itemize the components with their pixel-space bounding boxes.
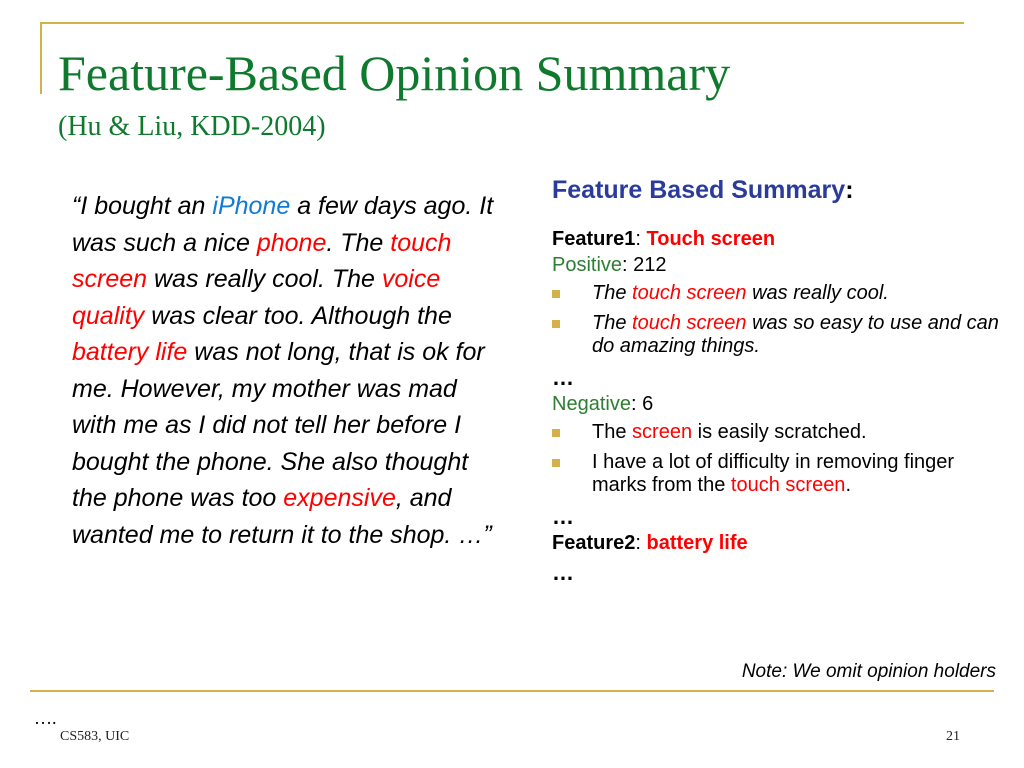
review-quote — [72, 188, 502, 553]
sentence-text: The — [592, 421, 633, 443]
quote-feature-battery-life: battery life — [72, 338, 188, 366]
sentence-feature: touch screen — [730, 474, 846, 496]
sentence-text: was really cool. — [746, 282, 889, 304]
list-item — [552, 312, 1002, 358]
positive-label: Positive — [552, 254, 623, 276]
top-rule — [40, 22, 964, 24]
quote-feature-phone: phone — [256, 228, 327, 257]
bullet-square-icon — [552, 320, 560, 328]
bullet-square-icon — [552, 429, 560, 437]
sentence-text: The — [592, 312, 633, 334]
quote-segment: was clear too. Although the — [144, 301, 452, 330]
slide-title: Feature-Based Opinion Summary — [58, 45, 731, 101]
negative-sep: : — [630, 393, 643, 415]
sentence-text: The — [592, 282, 633, 304]
quote-segment: . The — [326, 228, 391, 257]
quote-segment: was not long, that is ok for me. However, my mother was mad with me as I did not tell her before I bought the phone. She also thought the phone was too — [72, 338, 485, 512]
bottom-rule — [30, 690, 994, 692]
bullet-square-icon — [552, 459, 560, 467]
footer-dots: …. — [34, 708, 57, 728]
sentence-text: was so easy to use and can do amazing things. — [592, 312, 999, 357]
feature1-label: Feature1 — [552, 228, 636, 250]
list-item — [552, 421, 1002, 444]
negative-line — [552, 391, 1002, 417]
summary-heading — [552, 174, 1002, 206]
quote-segment: was really cool. The — [147, 265, 382, 293]
feature2-name: battery life — [646, 532, 748, 554]
feature1-name: Touch screen — [646, 228, 776, 250]
sentence-text: is easily scratched. — [692, 421, 867, 443]
list-item — [552, 282, 1002, 305]
note-text: Note: We omit opinion holders — [741, 661, 996, 682]
sentence-text: I have a lot of difficulty in removing finger marks from the — [592, 451, 955, 496]
positive-line — [552, 252, 1002, 278]
quote-feature-touch-screen: touch screen — [72, 228, 452, 293]
quote-segment: a few days ago. It was such a nice — [72, 192, 494, 257]
feature2-sep: : — [635, 532, 647, 554]
feature2-label: Feature2 — [552, 532, 636, 554]
quote-feature-expensive: expensive — [283, 484, 396, 512]
feature2-line — [552, 530, 1002, 556]
left-rule — [40, 22, 42, 94]
quote-segment: , and wanted me to return it to the shop. …” — [72, 484, 492, 549]
feature1-line — [552, 226, 1002, 252]
footer-course: CS583, UIC — [60, 729, 130, 744]
sentence-text: . — [845, 474, 851, 496]
feature-summary-panel — [552, 174, 1002, 586]
ellipsis: … — [552, 365, 574, 390]
slide-subtitle: (Hu & Liu, KDD-2004) — [58, 111, 326, 142]
sentence-feature: screen — [632, 421, 693, 443]
feature1-sep: : — [635, 228, 647, 250]
quote-entity-iphone: iPhone — [212, 192, 291, 220]
positive-sep: : — [622, 254, 634, 276]
positive-count: 212 — [633, 254, 667, 276]
negative-label: Negative — [552, 393, 631, 415]
negative-sentences — [552, 421, 1002, 497]
quote-segment: “I bought an — [72, 192, 213, 220]
positive-sentences — [552, 282, 1002, 358]
ellipsis: … — [552, 560, 574, 585]
footer-page-number: 21 — [946, 729, 960, 744]
summary-title-colon: : — [845, 176, 854, 204]
sentence-feature: touch screen — [632, 312, 747, 334]
negative-count: 6 — [642, 393, 654, 415]
list-item — [552, 451, 1002, 497]
ellipsis: … — [552, 504, 574, 529]
quote-feature-voice-quality: voice quality — [72, 265, 441, 330]
summary-title: Feature Based Summary — [552, 176, 846, 204]
bullet-square-icon — [552, 290, 560, 298]
sentence-feature: touch screen — [632, 282, 747, 304]
